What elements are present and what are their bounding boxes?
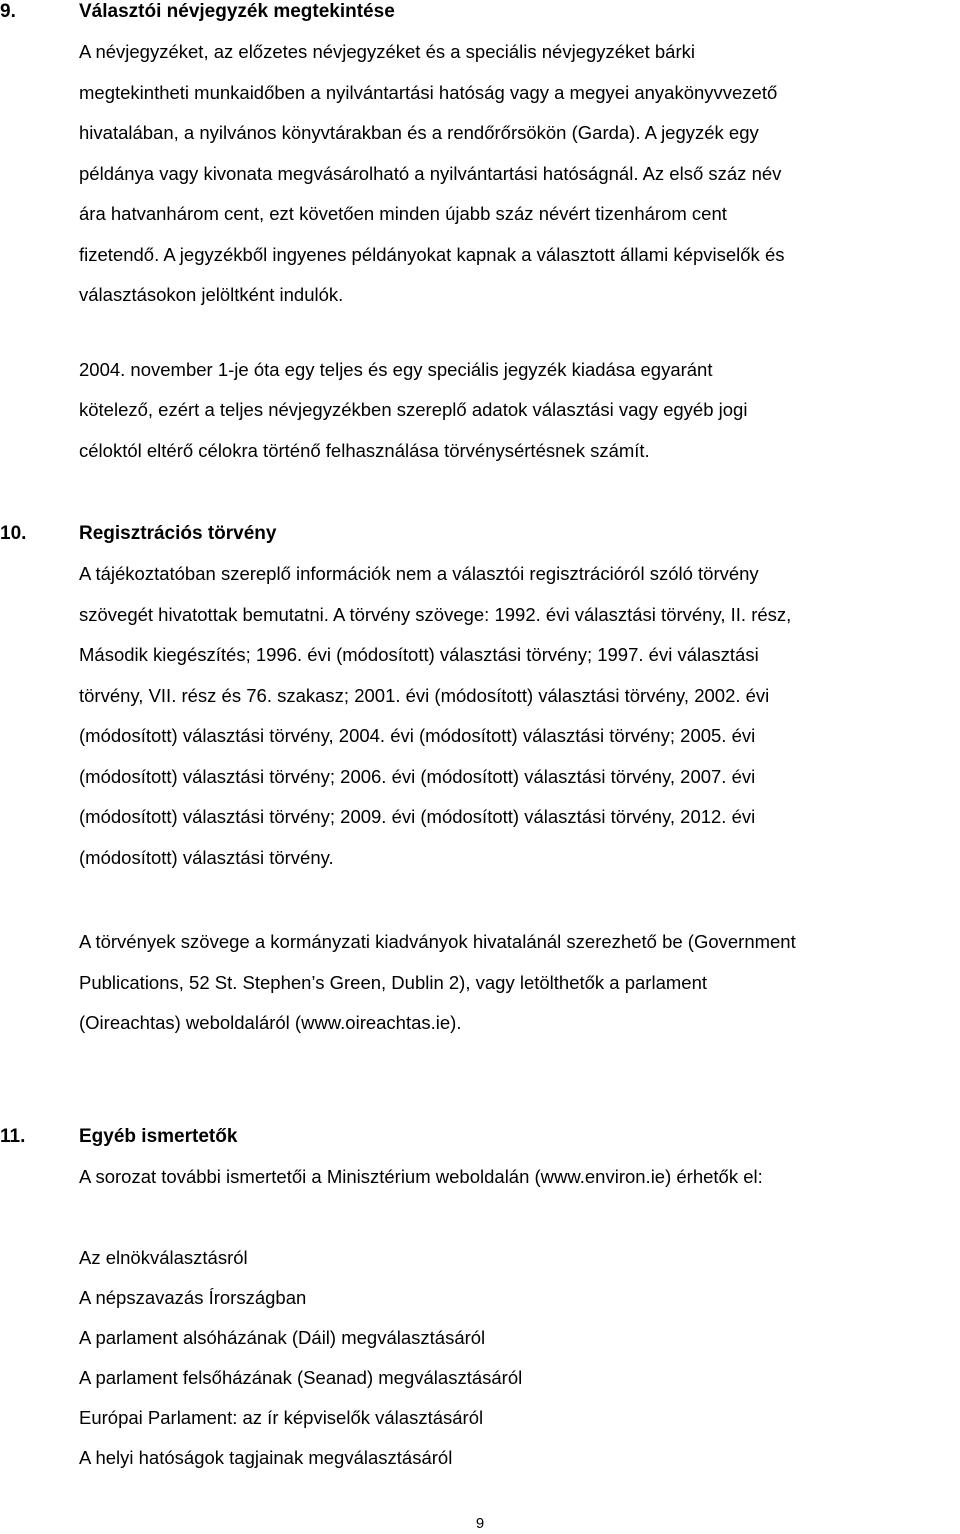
section-9-paragraph-1: A névjegyzéket, az előzetes névjegyzéket és a speciális névjegyzéket bárki megtekintheti munkaidőben a nyilvántartási hatóság vagy a megyei anyakönyvvezető hivatalában, a nyilvános könyvtárakban és a rendőrőrsökön (Garda). A jegyzék egy példánya vagy kivonata megvásárolható a nyilvántartási hatóságnál. Az első száz név ára hatvanhárom cent, ezt követően minden újabb száz névért tizenhárom cent fizetendő. A jegyzékből ingyenes példányokat kapnak a választott állami képviselők és választásokon jelöltként indulók. — [79, 41, 785, 305]
section-11-paragraph-1: A sorozat további ismertetői a Minisztérium weboldalán (www.environ.ie) érhetők el: — [79, 1166, 763, 1187]
section-9-heading — [0, 0, 960, 32]
list-item: Az elnökválasztásról — [79, 1247, 248, 1268]
section-10-paragraph-2: A törvények szövege a kormányzati kiadványok hivatalánál szerezhető be (Government Publications, 52 St. Stephen’s Green, Dublin 2), vagy letölthetők a parlament (Oireachtas) weboldaláról (www.oireachtas.ie). — [79, 931, 796, 1033]
section-11 — [0, 1117, 960, 1198]
section-10-heading — [0, 514, 960, 554]
list-item: A parlament felsőházának (Seanad) megválasztásáról — [79, 1367, 523, 1388]
section-11-number: 11. — [0, 1126, 26, 1147]
list-item: A parlament alsóházának (Dáil) megválasztásáról — [79, 1327, 486, 1348]
section-10-number: 10. — [0, 523, 27, 544]
list-item: Európai Parlament: az ír képviselők választásáról — [79, 1407, 484, 1428]
section-10-title: Regisztrációs törvény — [79, 523, 277, 544]
section-9-paragraph-2: 2004. november 1-je óta egy teljes és egy speciális jegyzék kiadása egyaránt kötelező, ezért a teljes névjegyzékben szereplő adatok választási vagy egyéb jogi céloktól eltérő célokra történő felhasználása törvénysértésnek számít. — [79, 358, 748, 461]
list-item: A népszavazás Írországban — [79, 1287, 307, 1308]
brochure-list — [79, 1238, 939, 1478]
list-item: A helyi hatóságok tagjainak megválasztásáról — [79, 1447, 453, 1468]
section-10 — [0, 514, 960, 1044]
section-11-heading — [0, 1117, 960, 1157]
section-11-title: Egyéb ismertetők — [79, 1126, 238, 1147]
section-10-paragraph-1: A tájékoztatóban szereplő információk nem a választói regisztrációról szóló törvény szövegét hivatottak bemutatni. A törvény szövege: 1992. évi választási törvény, II. rész, Második kiegészítés; 1996. évi (módosított) választási törvény; 1997. évi választási törvény, VII. rész és 76. szakasz; 2001. évi (módosított) választási törvény, 2002. évi (módosított) választási törvény, 2004. évi (módosított) választási törvény; 2005. évi (módosított) választási törvény; 2006. évi (módosított) választási törvény, 2007. évi (módosított) választási törvény; 2009. évi (módosított) választási törvény, 2012. évi (módosított) választási törvény. — [79, 563, 792, 868]
section-9-number: 9. — [0, 1, 16, 22]
page-number: 9 — [475, 1515, 485, 1532]
section-9 — [0, 0, 960, 471]
section-9-title: Választói névjegyzék megtekintése — [79, 1, 395, 22]
